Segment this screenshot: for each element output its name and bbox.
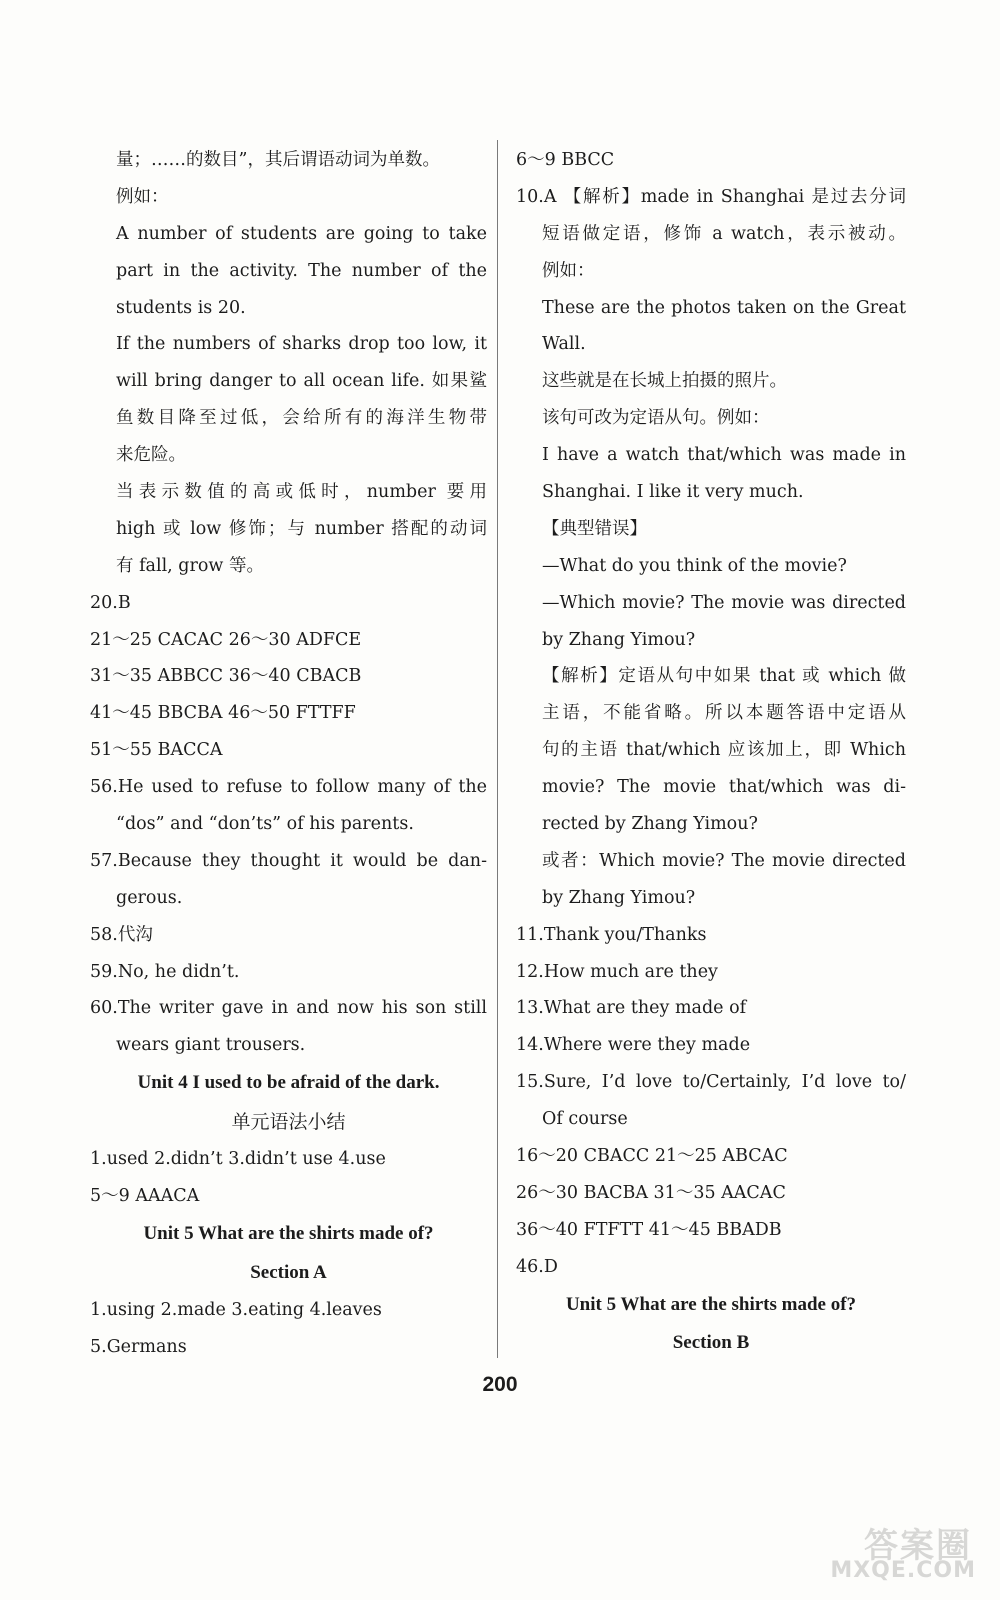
text-line: 26～30 BACBA 31～35 AACAC	[516, 1182, 786, 1203]
text-line: 例如：	[542, 260, 595, 281]
text-line: 11.Thank you/Thanks	[516, 924, 707, 945]
text-line: 41～45 BBCBA 46～50 FTTFF	[90, 703, 356, 724]
section-heading: Unit 5 What are the shirts made of?	[143, 1223, 434, 1245]
text-line: 57.Because they thought it would be dan-	[90, 850, 487, 871]
text-line: 51～55 BACCA	[90, 740, 223, 761]
text-line: wears giant trousers.	[116, 1035, 306, 1056]
text-line: 鱼数目降至过低，会给所有的海洋生物带	[116, 408, 487, 429]
text-line: 16～20 CBACC 21～25 ABCAC	[516, 1146, 788, 1167]
text-line: 56.He used to refuse to follow many of the	[90, 777, 487, 798]
text-line: 46.D	[516, 1256, 558, 1277]
text-line: 【典型错误】	[542, 518, 647, 539]
section-heading: 单元语法小结	[231, 1110, 346, 1133]
text-line: Of course	[542, 1109, 628, 1130]
text-line: 短语做定语，修饰 a watch，表示被动。	[542, 223, 906, 244]
text-line: —What do you think of the movie?	[542, 555, 847, 576]
text-line: 36～40 FTFTT 41～45 BBADB	[516, 1219, 782, 1240]
text-line: 例如：	[116, 186, 169, 207]
text-line: 1.using 2.made 3.eating 4.leaves	[90, 1300, 382, 1321]
text-line: 量；……的数目”，其后谓语动词为单数。	[116, 150, 440, 170]
text-line: Wall.	[542, 334, 586, 355]
left-column	[90, 142, 487, 1366]
text-line: gerous.	[116, 887, 183, 908]
text-line: 当表示数值的高或低时，number 要用	[116, 482, 487, 503]
text-line: 59.No, he didn’t.	[90, 961, 240, 982]
text-line: 1.used 2.didn’t 3.didn’t use 4.use	[90, 1149, 386, 1170]
text-line: 31～35 ABBCC 36～40 CBACB	[90, 666, 362, 687]
text-line: 主语，不能省略。所以本题答语中定语从	[542, 703, 906, 724]
text-line: 20.B	[90, 592, 131, 613]
text-line: will bring danger to all ocean life. 如果鲨	[116, 371, 487, 392]
section-heading: Unit 5 What are the shirts made of?	[565, 1293, 857, 1315]
text-line: 5～9 AAACA	[90, 1186, 200, 1207]
text-line: 6～9 BBCC	[516, 150, 615, 170]
text-line: by Zhang Yimou?	[542, 629, 696, 650]
watermark-text: 答案圈	[864, 1526, 972, 1566]
text-line: I have a watch that/which was made in	[542, 445, 906, 466]
text-line: If the numbers of sharks drop too low, it	[116, 334, 487, 355]
text-line: 14.Where were they made	[516, 1035, 751, 1056]
text-line: 15.Sure, I’d love to/Certainly, I’d love to/	[516, 1072, 906, 1093]
right-column	[516, 142, 906, 1363]
page-number: 200	[482, 1373, 518, 1396]
text-line: Shanghai. I like it very much.	[542, 482, 804, 503]
section-heading: Section A	[250, 1261, 327, 1283]
text-line: students is 20.	[116, 297, 246, 318]
text-line: 5.Germans	[90, 1336, 187, 1357]
text-line: by Zhang Yimou?	[542, 887, 696, 908]
text-line: A number of students are going to take	[116, 223, 487, 244]
section-heading: Section B	[672, 1332, 750, 1354]
text-line: 60.The writer gave in and now his son still	[90, 998, 487, 1019]
text-line: —Which movie? The movie was directed	[542, 592, 906, 613]
column-divider	[497, 140, 498, 1358]
text-line: 12.How much are they	[516, 961, 718, 982]
text-line: 21～25 CACAC 26～30 ADFCE	[90, 629, 362, 650]
text-line: 这些就是在长城上拍摄的照片。	[542, 371, 787, 392]
watermark-url: MXQE.COM	[830, 1558, 976, 1583]
text-line: rected by Zhang Yimou?	[542, 814, 758, 835]
text-line: 或者：Which movie? The movie directed	[542, 850, 906, 871]
text-line: 该句可改为定语从句。例如：	[542, 408, 770, 429]
text-line: 【解析】定语从句中如果 that 或 which 做	[542, 666, 906, 687]
text-line: movie? The movie that/which was di-	[542, 777, 906, 798]
text-line: part in the activity. The number of the	[116, 260, 487, 281]
text-line: 来危险。	[116, 445, 186, 466]
watermark-logo	[802, 1518, 982, 1588]
text-line: 有 fall, grow 等。	[116, 555, 264, 576]
text-line: 13.What are they made of	[516, 998, 747, 1019]
text-line: 句的主语 that/which 应该加上，即 Which	[542, 740, 906, 761]
text-line: These are the photos taken on the Great	[542, 297, 906, 318]
text-line: 10.A 【解析】made in Shanghai 是过去分词	[516, 186, 906, 207]
text-line: high 或 low 修饰；与 number 搭配的动词	[116, 518, 487, 539]
text-line: “dos” and “don’ts” of his parents.	[116, 814, 414, 835]
text-line: 58.代沟	[90, 924, 153, 945]
section-heading: Unit 4 I used to be afraid of the dark.	[137, 1072, 440, 1094]
